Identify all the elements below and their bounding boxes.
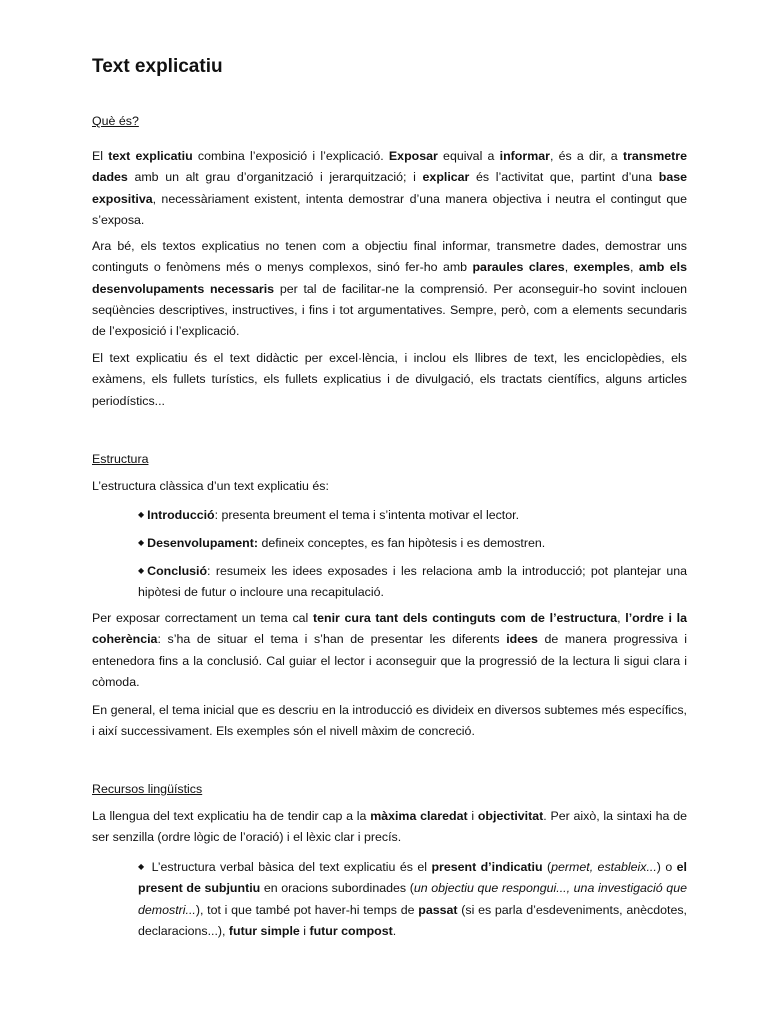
bullet-diamond-icon: ◆ [138, 510, 145, 519]
paragraph-examples: El text explicatiu és el text didàctic per excel·lència, i inclou els llibres de text, les enciclopèdies, els exàmens, els fullets turístics, els fullets explicatius i de divulgació, els tractats científics, alguns articles periodístics... [92, 351, 687, 408]
paragraph-subthemes: En general, el tema inicial que es descriu en la introducció es divideix en diversos subtemes més específics, i així successivament. Els exemples són el nivell màxim de concreció. [92, 703, 687, 739]
bullet-diamond-icon: ◆ [138, 862, 145, 871]
section-heading-que-es: Què és? [92, 114, 139, 128]
bullet-diamond-icon: ◆ [138, 566, 145, 575]
section-heading-recursos: Recursos lingüístics [92, 782, 203, 796]
paragraph-definition: El text explicatiu combina l’exposició i l’explicació. Exposar equival a informar, és a dir, a transmetre dades amb un alt grau d’organització i jerarquització; i explicar és l’activitat que, partint d’una base expositiva, necessàriament existent, intenta demostrar d’una manera objectiva i neutra el contingut que s’exposa. [92, 149, 687, 227]
list-item-conclusio: ◆ Conclusió: resumeix les idees exposades i les relaciona amb la introducció; pot plantejar una hipòtesi de futur o incloure una recapitulació. [138, 560, 687, 604]
page-title: Text explicatiu [92, 56, 223, 77]
paragraph-structure-intro: L’estructura clàssica d’un text explicatiu és: [92, 479, 329, 493]
section-heading-estructura: Estructura [92, 452, 149, 466]
paragraph-coherence: Per exposar correctament un tema cal tenir cura tant dels continguts com de l’estructura, l’ordre i la coherència: s’ha de situar el tema i s’han de presentar les diferents idees de manera progressiva i entenedora fins a la conclusió. Cal guiar el lector i aconseguir que la progressió de la lectura li sigui clara i còmoda. [92, 611, 687, 689]
paragraph-language: La llengua del text explicatiu ha de tendir cap a la màxima claredat i objectivitat. Per això, la sintaxi ha de ser senzilla (ordre lògic de l’oració) i el lèxic clar i precís. [92, 809, 687, 845]
list-item-desenvolupament: ◆ Desenvolupament: defineix conceptes, es fan hipòtesis i es demostren. [138, 532, 687, 554]
list-item-verb-structure: ◆ L’estructura verbal bàsica del text explicatiu és el present d’indicatiu (permet, estableix...) o el present de subjuntiu en oracions subordinades (un objectiu que respongui..., una investigació que demostri...), tot i que també pot haver-hi temps de passat (si es parla d’esdeveniments, anècdotes, declaracions...), futur simple i futur compost. [138, 856, 687, 942]
paragraph-objective: Ara bé, els textos explicatius no tenen com a objectiu final informar, transmetre dades, demostrar uns continguts o fenòmens més o menys complexos, sinó fer-ho amb paraules clares, exemples, amb els desenvolupaments necessaris per tal de facilitar-ne la comprensió. Per aconseguir-ho sovint inclouen seqüències descriptives, instructives, i fins i tot argumentatives. Sempre, però, com a elements secundaris de l’exposició i l’explicació. [92, 239, 687, 339]
list-item-introduccio: ◆ Introducció: presenta breument el tema i s’intenta motivar el lector. [138, 504, 687, 526]
bullet-diamond-icon: ◆ [138, 538, 145, 547]
